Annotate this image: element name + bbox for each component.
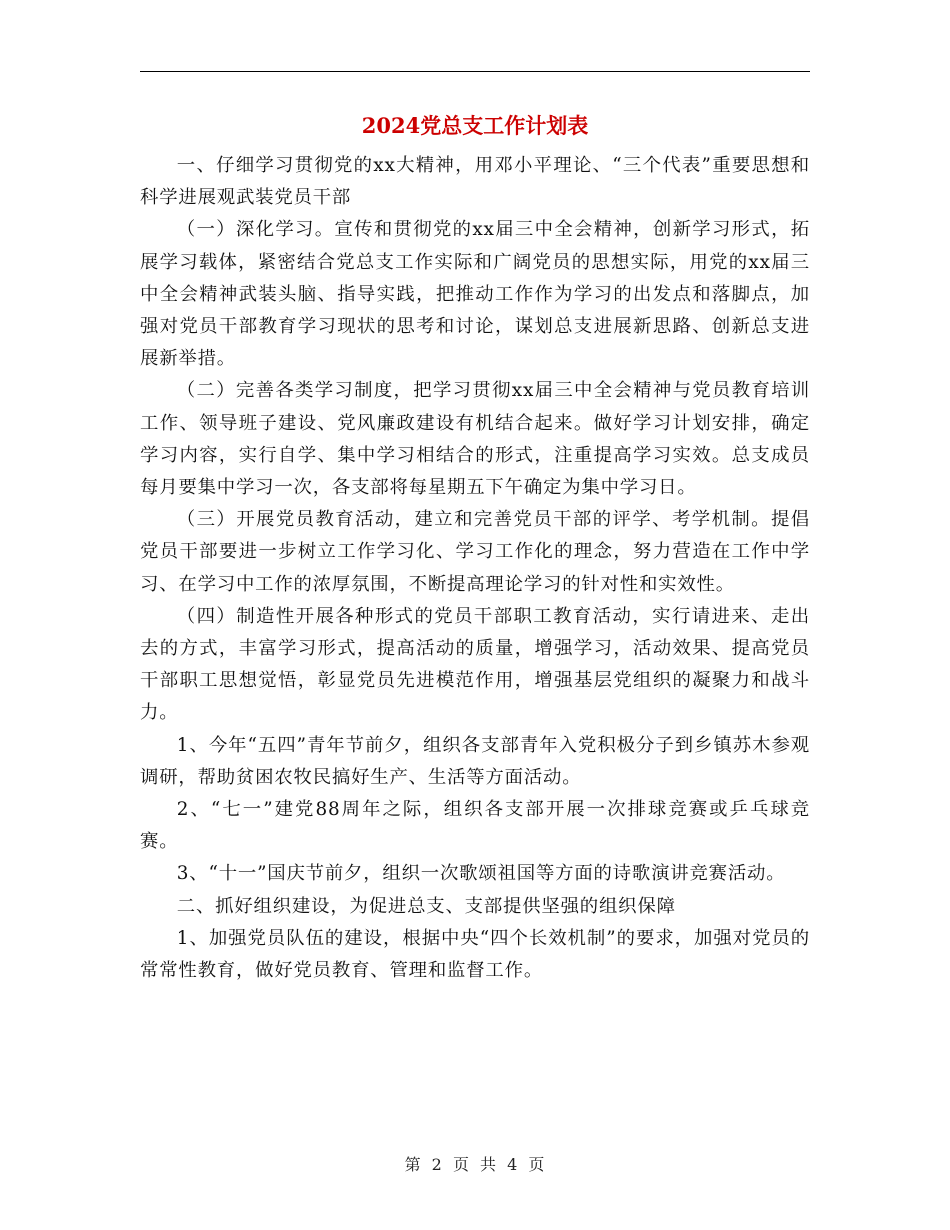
header-rule [140,71,810,72]
paragraph-activity-1: 1、今年“五四”青年节前夕，组织各支部青年入党积极分子到乡镇苏木参观调研，帮助贫困农牧民搞好生产、生活等方面活动。 [140,734,810,788]
paragraph-item-4: （四）制造性开展各种形式的党员干部职工教育活动，实行请进来、走出去的方式，丰富学习形式，提高活动的质量，增强学习，活动效果、提高党员干部职工思想觉悟，彰显党员先进模范作用，增强基层党组织的凝聚力和战斗力。 [140,605,810,724]
paragraph-item-1: （一）深化学习。宣传和贯彻党的xx届三中全会精神，创新学习形式，拓展学习载体，紧密结合党总支工作实际和广阔党员的思想实际，用党的xx届三中全会精神武装头脑、指导实践，把推动工作作为学习的出发点和落脚点，加强对党员干部教育学习现状的思考和讨论，谋划总支进展新思路、创新总支进展新举措。 [140,219,810,370]
paragraph-section-two-heading: 二、抓好组织建设，为促进总支、支部提供坚强的组织保障 [176,895,676,917]
paragraph-section-two-item-1: 1、加强党员队伍的建设，根据中央“四个长效机制”的要求，加强对党员的常常性教育，做好党员教育、管理和监督工作。 [140,927,810,982]
document-title: 2024党总支工作计划表 [361,113,589,138]
paragraph-activity-2: 2、“七一”建党88周年之际，组织各支部开展一次排球竞赛或乒乓球竞赛。 [140,799,810,853]
document-body [140,150,810,987]
page-number-footer: 第 2 页 共 4 页 [404,1155,546,1174]
paragraph-activity-3: 3、“十一”国庆节前夕，组织一次歌颂祖国等方面的诗歌演讲竞赛活动。 [176,863,786,885]
paragraph-item-2: （二）完善各类学习制度，把学习贯彻xx届三中全会精神与党员教育培训工作、领导班子建设、党风廉政建设有机结合起来。做好学习计划安排，确定学习内容，实行自学、集中学习相结合的形式，注重提高学习实效。总支成员每月要集中学习一次，各支部将每星期五下午确定为集中学习日。 [140,380,810,499]
paragraph-item-3: （三）开展党员教育活动，建立和完善党员干部的评学、考学机制。提倡党员干部要进一步树立工作学习化、学习工作化的理念，努力营造在工作中学习、在学习中工作的浓厚氛围，不断提高理论学习的针对性和实效性。 [140,509,810,595]
paragraph-section-one-heading: 一、仔细学习贯彻党的xx大精神，用邓小平理论、“三个代表”重要思想和科学进展观武装党员干部 [140,155,810,209]
